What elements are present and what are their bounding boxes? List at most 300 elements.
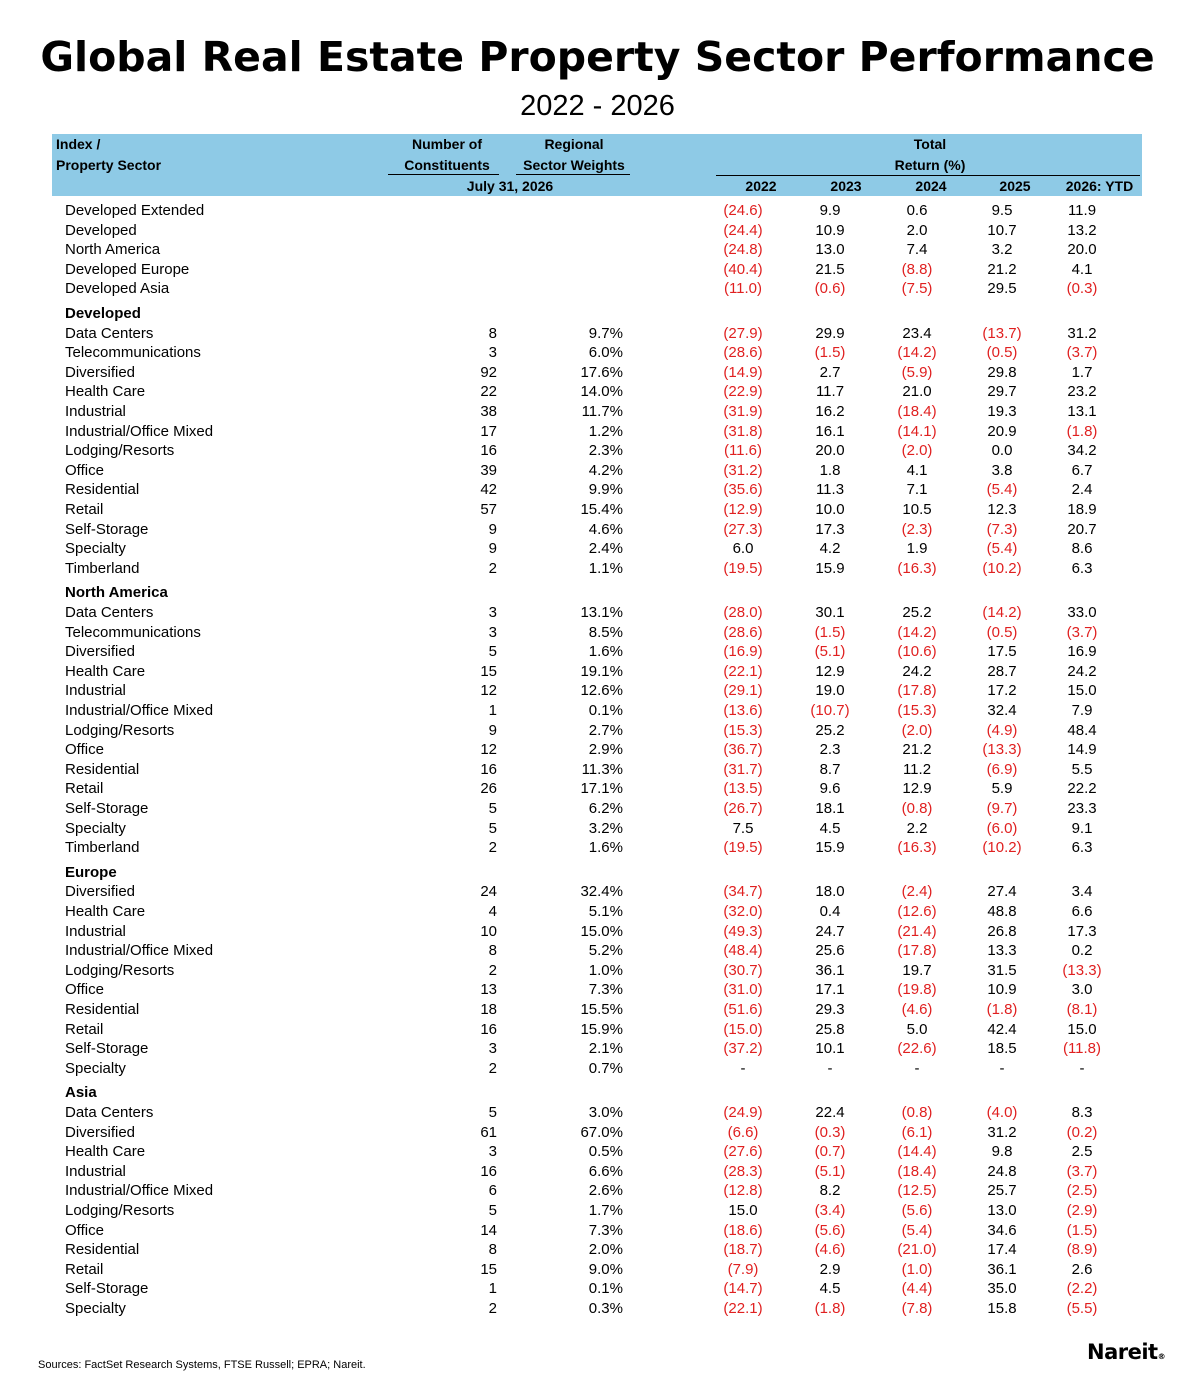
table-row <box>0 1240 1195 1260</box>
return-cell: 20.0 <box>815 442 845 460</box>
return-cell: 25.7 <box>987 1182 1017 1200</box>
return-cell: (2.3) <box>901 520 933 538</box>
group-label: Developed <box>65 305 141 322</box>
weight-cell: 14.0% <box>580 383 623 401</box>
table-row <box>0 740 1195 760</box>
return-cell: 6.3 <box>1071 559 1093 577</box>
sector-name: Specialty <box>65 819 126 837</box>
sector-name: Self-Storage <box>65 800 149 817</box>
table-row <box>0 980 1195 1000</box>
return-cell: (15.3) <box>897 702 937 719</box>
return-cell: 17.4 <box>987 1241 1017 1259</box>
table-row <box>0 1000 1195 1020</box>
header-property-sector: Property Sector <box>56 157 162 173</box>
constituents-cell: 3 <box>488 1040 497 1058</box>
return-cell: (3.4) <box>814 1202 846 1219</box>
header-sector-weights: Sector Weights <box>523 157 625 173</box>
return-cell: 11.9 <box>1067 202 1097 219</box>
return-cell: - <box>740 1059 746 1077</box>
weight-cell: 2.0% <box>588 1241 623 1259</box>
sector-name: Retail <box>65 501 104 518</box>
return-cell: (4.0) <box>986 1104 1018 1121</box>
return-cell: 16.9 <box>1067 643 1097 661</box>
return-cell: 17.1 <box>815 981 845 999</box>
constituents-cell: 1 <box>488 1280 497 1298</box>
return-cell: 15.0 <box>728 1202 758 1219</box>
return-cell: 16.2 <box>815 403 845 420</box>
return-cell: 24.2 <box>1067 662 1097 680</box>
return-cell: (17.8) <box>897 942 937 960</box>
weight-cell: 1.7% <box>588 1202 623 1219</box>
weight-cell: 4.2% <box>588 461 623 479</box>
return-cell: (3.7) <box>1066 623 1098 641</box>
return-cell: (49.3) <box>723 922 763 940</box>
return-cell: (19.5) <box>723 559 763 577</box>
return-cell: (14.2) <box>897 623 937 641</box>
return-cell: 18.0 <box>815 883 845 901</box>
header-date: July 31, 2026 <box>466 178 554 194</box>
return-cell: (51.6) <box>723 1001 763 1018</box>
return-cell: (34.7) <box>723 883 763 901</box>
return-cell: (13.6) <box>723 702 763 719</box>
table-row <box>0 221 1195 241</box>
constituents-cell: 5 <box>488 819 497 837</box>
sector-name: Industrial <box>65 403 126 420</box>
return-cell: (14.1) <box>897 422 937 440</box>
return-cell: 25.8 <box>815 1020 845 1038</box>
sector-name: Residential <box>65 1001 140 1018</box>
constituents-cell: 6 <box>488 1182 497 1200</box>
table-row <box>0 1103 1195 1123</box>
nareit-logo: Nareit® <box>1087 1340 1166 1364</box>
return-cell: (10.2) <box>982 839 1022 857</box>
return-cell: 10.0 <box>815 501 845 518</box>
return-cell: 48.8 <box>987 903 1017 920</box>
header-index: Index / <box>56 136 101 152</box>
weight-cell: 9.0% <box>588 1260 623 1278</box>
sector-name: Health Care <box>65 662 146 680</box>
sector-name: Health Care <box>65 1143 146 1161</box>
table-row <box>0 922 1195 942</box>
constituents-cell: 8 <box>488 324 497 342</box>
return-cell: (18.4) <box>897 403 937 420</box>
return-cell: (4.6) <box>901 1001 933 1018</box>
weight-cell: 17.6% <box>580 363 623 381</box>
return-cell: - <box>914 1059 920 1077</box>
return-cell: 14.9 <box>1067 741 1097 759</box>
constituents-cell: 12 <box>480 682 497 700</box>
header-year-2022: 2022 <box>745 178 777 194</box>
return-cell: (5.4) <box>901 1221 933 1239</box>
return-cell: (6.1) <box>901 1123 933 1141</box>
return-cell: (7.3) <box>986 520 1018 538</box>
table-row <box>0 779 1195 799</box>
return-cell: 31.5 <box>987 961 1017 979</box>
sector-name: Self-Storage <box>65 1040 149 1058</box>
weight-cell: 2.9% <box>588 741 623 759</box>
return-cell: 13.3 <box>987 942 1017 960</box>
return-cell: 15.0 <box>1067 1020 1097 1038</box>
return-cell: (0.8) <box>901 1104 933 1121</box>
weight-cell: 6.6% <box>588 1162 623 1180</box>
return-cell: (40.4) <box>723 260 763 278</box>
table-row <box>0 882 1195 902</box>
table-row <box>0 1020 1195 1040</box>
table-row <box>0 1279 1195 1299</box>
return-cell: (18.6) <box>723 1221 763 1239</box>
sector-name: Telecommunications <box>65 344 201 362</box>
return-cell: (28.6) <box>723 623 763 641</box>
return-cell: (4.6) <box>814 1241 846 1259</box>
weight-cell: 13.1% <box>580 604 623 621</box>
return-cell: (31.9) <box>723 403 763 420</box>
sector-name: Specialty <box>65 1300 126 1317</box>
page-title: Global Real Estate Property Sector Performance <box>40 33 1155 81</box>
return-cell: 19.0 <box>815 682 845 700</box>
table-row <box>0 902 1195 922</box>
constituents-cell: 12 <box>480 741 497 759</box>
constituents-cell: 5 <box>488 800 497 817</box>
return-cell: 6.7 <box>1071 461 1093 479</box>
return-cell: (0.2) <box>1066 1123 1098 1141</box>
return-cell: (6.0) <box>986 819 1018 837</box>
return-cell: (2.2) <box>1066 1280 1098 1298</box>
table-row <box>0 559 1195 579</box>
constituents-cell: 14 <box>480 1221 497 1239</box>
return-cell: (1.5) <box>1066 1221 1098 1239</box>
return-cell: (1.5) <box>814 344 846 362</box>
table-row <box>0 1221 1195 1241</box>
return-cell: (3.7) <box>1066 1162 1098 1180</box>
constituents-cell: 2 <box>488 961 497 979</box>
constituents-cell: 2 <box>488 1300 497 1317</box>
return-cell: 22.4 <box>815 1104 845 1121</box>
return-cell: 2.5 <box>1071 1143 1093 1161</box>
table-row <box>0 382 1195 402</box>
return-cell: (5.6) <box>814 1221 846 1239</box>
constituents-cell: 10 <box>480 922 497 940</box>
return-cell: 31.2 <box>1067 324 1097 342</box>
return-cell: (28.3) <box>723 1162 763 1180</box>
constituents-cell: 5 <box>488 1104 497 1121</box>
return-cell: (13.7) <box>982 324 1022 342</box>
sector-name: Timberland <box>65 559 140 577</box>
return-cell: (8.1) <box>1066 1001 1098 1018</box>
return-cell: 2.3 <box>819 741 841 759</box>
return-cell: 29.9 <box>815 324 845 342</box>
constituents-cell: 9 <box>488 540 497 558</box>
weight-cell: 5.1% <box>588 903 623 920</box>
table-row <box>0 1181 1195 1201</box>
weight-cell: 9.7% <box>588 324 623 342</box>
weight-cell: 17.1% <box>580 780 623 798</box>
constituents-cell: 17 <box>480 422 497 440</box>
return-cell: 16.1 <box>815 422 845 440</box>
return-cell: 26.8 <box>987 922 1017 940</box>
return-cell: (7.8) <box>901 1300 933 1317</box>
table-row <box>0 240 1195 260</box>
return-cell: 33.0 <box>1067 604 1097 621</box>
return-cell: (1.0) <box>901 1260 933 1278</box>
sector-name: Residential <box>65 1241 140 1259</box>
weight-cell: 7.3% <box>588 1221 623 1239</box>
return-cell: (1.5) <box>814 623 846 641</box>
table-row <box>0 799 1195 819</box>
table-row <box>0 838 1195 858</box>
return-cell: (18.7) <box>723 1241 763 1259</box>
return-cell: (13.5) <box>723 780 763 798</box>
constituents-cell: 26 <box>480 780 497 798</box>
return-cell: (10.7) <box>810 702 850 719</box>
sector-name: Developed Europe <box>65 260 190 278</box>
header-return: Return (%) <box>894 157 966 173</box>
weight-cell: 1.6% <box>588 839 623 857</box>
weight-cell: 0.7% <box>588 1059 623 1077</box>
sector-name: Developed Extended <box>65 202 205 219</box>
return-cell: 0.4 <box>819 903 841 920</box>
return-cell: (24.9) <box>723 1104 763 1121</box>
return-cell: (15.3) <box>723 721 763 739</box>
group-header-row <box>0 304 1195 324</box>
table-row <box>0 819 1195 839</box>
return-cell: 11.7 <box>815 383 845 401</box>
constituents-cell: 92 <box>480 363 497 381</box>
return-cell: (5.4) <box>986 540 1018 558</box>
return-cell: 27.4 <box>987 883 1017 901</box>
return-cell: 10.7 <box>987 221 1017 239</box>
return-cell: 23.3 <box>1067 800 1097 817</box>
return-cell: - <box>1079 1059 1085 1077</box>
return-cell: 8.6 <box>1071 540 1093 558</box>
header-total: Total <box>913 136 947 152</box>
return-cell: (21.4) <box>897 922 937 940</box>
table-row <box>0 441 1195 461</box>
return-cell: 18.1 <box>815 800 845 817</box>
return-cell: (21.0) <box>897 1241 937 1259</box>
return-cell: (12.9) <box>723 501 763 518</box>
return-cell: 2.9 <box>819 1260 841 1278</box>
return-cell: 29.7 <box>987 383 1017 401</box>
return-cell: (24.4) <box>723 221 763 239</box>
return-cell: (0.7) <box>814 1143 846 1161</box>
return-cell: (6.6) <box>727 1123 759 1141</box>
constituents-cell: 15 <box>480 662 497 680</box>
weight-cell: 12.6% <box>580 682 623 700</box>
return-cell: 20.7 <box>1067 520 1097 538</box>
return-cell: 11.2 <box>902 760 932 778</box>
return-cell: 5.9 <box>991 780 1013 798</box>
return-cell: 2.0 <box>906 221 928 239</box>
group-label: Europe <box>65 863 117 881</box>
constituents-cell: 9 <box>488 520 497 538</box>
return-cell: 5.0 <box>906 1020 928 1038</box>
return-cell: (0.3) <box>814 1123 846 1141</box>
constituents-cell: 9 <box>488 721 497 739</box>
return-cell: (0.6) <box>814 280 846 298</box>
return-cell: 19.7 <box>902 961 932 979</box>
weight-cell: 2.6% <box>588 1182 623 1200</box>
sector-name: Residential <box>65 481 140 499</box>
return-cell: 7.9 <box>1071 702 1093 719</box>
sector-name: Developed <box>65 221 137 239</box>
return-cell: 24.8 <box>987 1162 1017 1180</box>
return-cell: 10.9 <box>987 981 1017 999</box>
constituents-cell: 2 <box>488 1059 497 1077</box>
table-row <box>0 961 1195 981</box>
return-cell: 4.1 <box>1071 260 1093 278</box>
weight-cell: 19.1% <box>580 662 623 680</box>
return-cell: 8.7 <box>819 760 841 778</box>
table-row <box>0 1123 1195 1143</box>
return-cell: (22.6) <box>897 1040 937 1058</box>
sector-name: Self-Storage <box>65 520 149 538</box>
constituents-cell: 2 <box>488 839 497 857</box>
return-cell: (29.1) <box>723 682 763 700</box>
table-row <box>0 363 1195 383</box>
sector-name: Diversified <box>65 883 136 901</box>
table-row <box>0 681 1195 701</box>
table-row <box>0 1039 1195 1059</box>
return-cell: 21.2 <box>987 260 1017 278</box>
return-cell: 2.7 <box>819 363 841 381</box>
sector-name: Industrial/Office Mixed <box>65 702 214 719</box>
return-cell: 34.6 <box>987 1221 1017 1239</box>
weight-cell: 4.6% <box>588 520 623 538</box>
sector-name: Lodging/Resorts <box>65 961 175 979</box>
table-row <box>0 539 1195 559</box>
return-cell: (5.1) <box>814 1162 846 1180</box>
header-underline-returns <box>716 175 1140 176</box>
sector-name: Data Centers <box>65 1104 154 1121</box>
constituents-cell: 8 <box>488 1241 497 1259</box>
return-cell: 9.5 <box>991 202 1013 219</box>
constituents-cell: 5 <box>488 1202 497 1219</box>
header-underline-weights <box>516 174 630 175</box>
return-cell: 42.4 <box>987 1020 1017 1038</box>
weight-cell: 32.4% <box>580 883 623 901</box>
weight-cell: 7.3% <box>588 981 623 999</box>
return-cell: 36.1 <box>815 961 845 979</box>
return-cell: 3.2 <box>991 241 1013 259</box>
return-cell: (0.5) <box>986 623 1018 641</box>
sector-name: Industrial <box>65 1162 126 1180</box>
sector-name: Office <box>65 461 104 479</box>
table-row <box>0 662 1195 682</box>
return-cell: (27.3) <box>723 520 763 538</box>
return-cell: (5.5) <box>1066 1300 1098 1317</box>
return-cell: (0.8) <box>901 800 933 817</box>
return-cell: 9.1 <box>1071 819 1093 837</box>
return-cell: 2.2 <box>906 819 928 837</box>
return-cell: (14.9) <box>723 363 763 381</box>
return-cell: (22.1) <box>723 1300 763 1317</box>
return-cell: 10.5 <box>902 501 932 518</box>
table-row <box>0 1299 1195 1319</box>
table-row <box>0 1201 1195 1221</box>
group-label: Asia <box>65 1084 97 1102</box>
sector-name: Industrial/Office Mixed <box>65 942 214 960</box>
table-row <box>0 1059 1195 1079</box>
return-cell: (7.5) <box>901 280 933 298</box>
weight-cell: 15.0% <box>580 922 623 940</box>
return-cell: 15.9 <box>815 559 845 577</box>
return-cell: (19.5) <box>723 839 763 857</box>
table-row <box>0 1162 1195 1182</box>
return-cell: 22.2 <box>1067 780 1097 798</box>
sector-name: Diversified <box>65 1123 136 1141</box>
return-cell: (1.8) <box>1066 422 1098 440</box>
group-header-row <box>0 583 1195 603</box>
sector-name: Data Centers <box>65 324 154 342</box>
return-cell: 28.7 <box>987 662 1017 680</box>
sector-name: Lodging/Resorts <box>65 1202 175 1219</box>
weight-cell: 67.0% <box>580 1123 623 1141</box>
return-cell: (37.2) <box>723 1040 763 1058</box>
return-cell: (31.7) <box>723 760 763 778</box>
return-cell: (10.6) <box>897 643 937 661</box>
constituents-cell: 57 <box>480 501 497 518</box>
return-cell: 18.5 <box>987 1040 1017 1058</box>
header-year-2026-ytd: 2026: YTD <box>1065 178 1134 194</box>
return-cell: (32.0) <box>723 903 763 920</box>
return-cell: 29.8 <box>987 363 1017 381</box>
weight-cell: 1.0% <box>588 961 623 979</box>
return-cell: (5.6) <box>901 1202 933 1219</box>
return-cell: 21.5 <box>815 260 845 278</box>
sector-name: Health Care <box>65 383 146 401</box>
return-cell: 29.5 <box>987 280 1017 298</box>
sector-name: Lodging/Resorts <box>65 721 175 739</box>
return-cell: (31.2) <box>723 461 763 479</box>
sector-name: Data Centers <box>65 604 154 621</box>
return-cell: 0.0 <box>991 442 1013 460</box>
return-cell: 0.6 <box>906 202 928 219</box>
return-cell: 34.2 <box>1067 442 1097 460</box>
weight-cell: 0.1% <box>588 1280 623 1298</box>
return-cell: 17.3 <box>815 520 845 538</box>
return-cell: (1.8) <box>986 1001 1018 1018</box>
sector-name: Office <box>65 741 104 759</box>
return-cell: 23.2 <box>1067 383 1097 401</box>
return-cell: 24.7 <box>815 922 845 940</box>
constituents-cell: 18 <box>480 1001 497 1018</box>
return-cell: (2.4) <box>901 883 933 901</box>
return-cell: 31.2 <box>987 1123 1017 1141</box>
table-row <box>0 500 1195 520</box>
return-cell: (26.7) <box>723 800 763 817</box>
return-cell: (22.1) <box>723 662 763 680</box>
return-cell: 12.9 <box>815 662 845 680</box>
group-label: North America <box>65 584 168 602</box>
return-cell: (0.3) <box>1066 280 1098 298</box>
return-cell: (1.8) <box>814 1300 846 1317</box>
return-cell: 8.2 <box>819 1182 841 1200</box>
return-cell: (4.4) <box>901 1280 933 1298</box>
weight-cell: 0.3% <box>588 1300 623 1317</box>
header-number-of: Number of <box>412 136 482 152</box>
return-cell: 36.1 <box>987 1260 1017 1278</box>
sector-name: North America <box>65 241 161 259</box>
return-cell: 4.5 <box>819 819 841 837</box>
return-cell: 9.9 <box>819 202 841 219</box>
return-cell: 7.4 <box>906 241 928 259</box>
constituents-cell: 5 <box>488 643 497 661</box>
return-cell: - <box>999 1059 1005 1077</box>
weight-cell: 15.4% <box>580 501 623 518</box>
constituents-cell: 13 <box>480 981 497 999</box>
return-cell: (28.0) <box>723 604 763 621</box>
header-year-2024: 2024 <box>915 178 947 194</box>
